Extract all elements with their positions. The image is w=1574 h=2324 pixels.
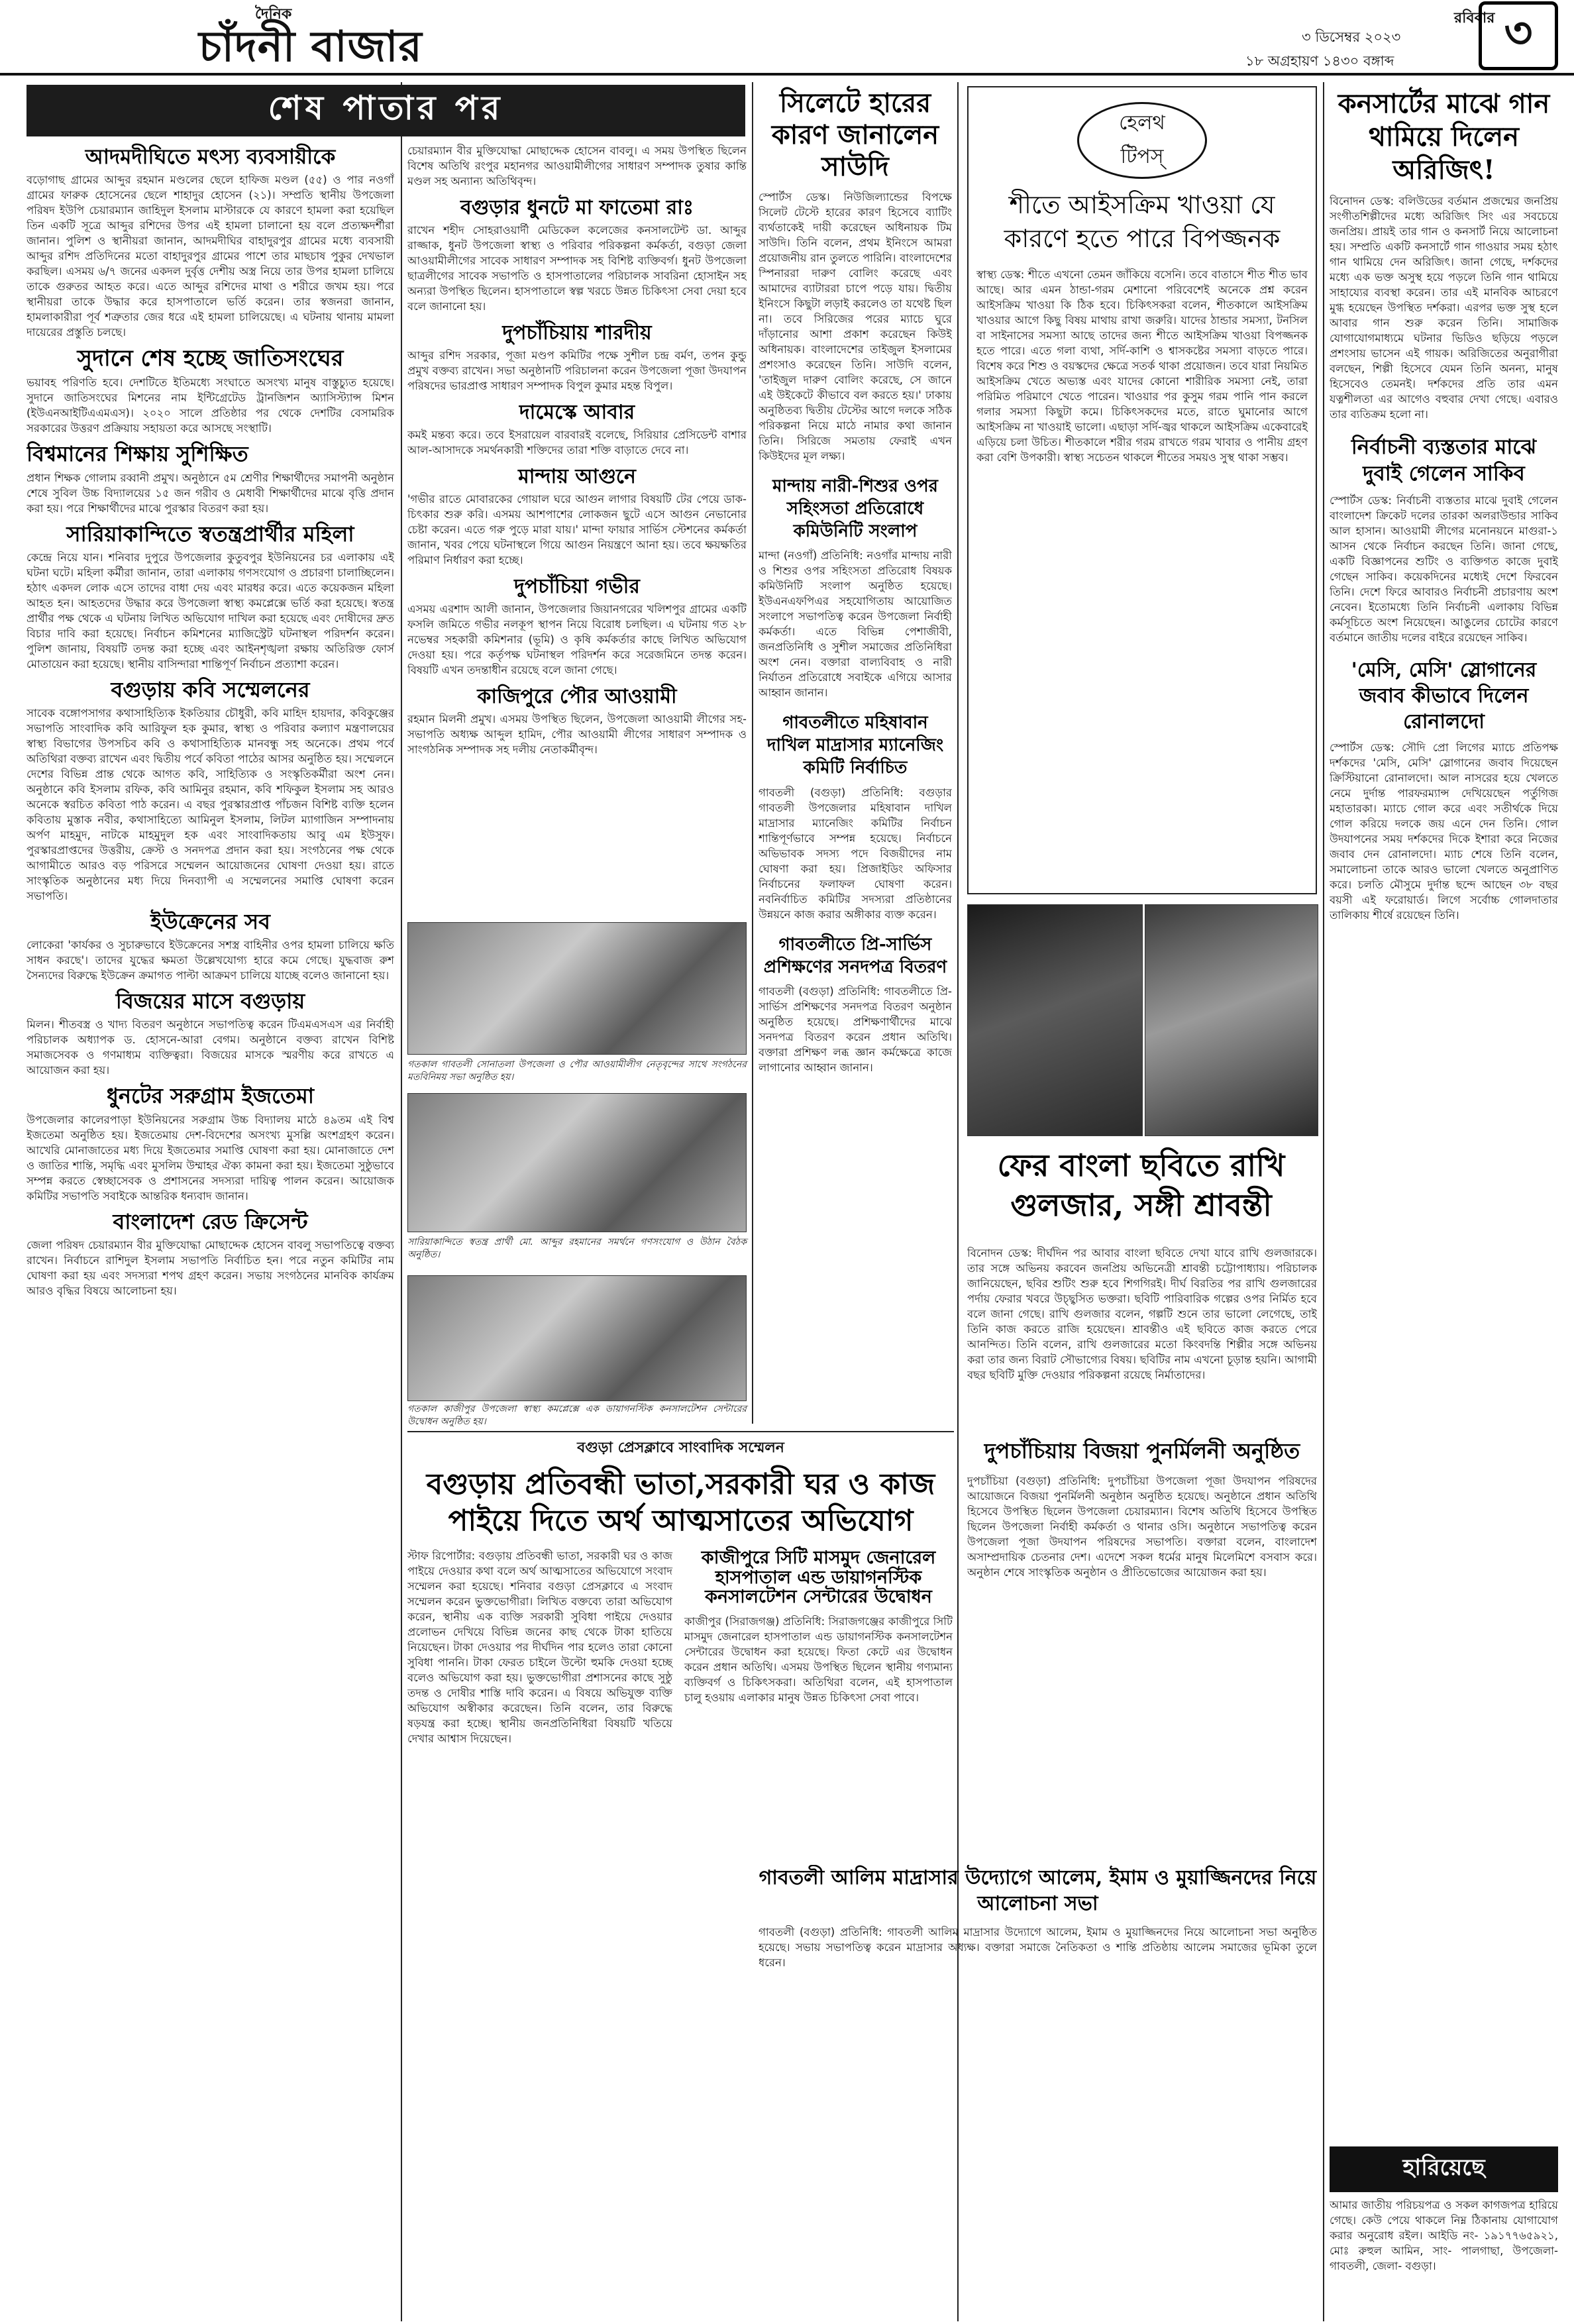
lost-notice-header	[1330, 2146, 1558, 2192]
article-body: বড়োগাছ গ্রামের আব্দুর রহমান মণ্ডলের ছেলে হাফিজ মণ্ডল (৫৫) ও পার নওগাঁ গ্রামের ফারুক হোসেনের ছেলে শাহাদুর হোসেন (২১)। সম্প্রতি স্থানীয় উপজেলা পরিষদ ইউপি চেয়ারম্যান জাহিদুল ইসলাম মাস্টারকে যে কারণে হামলা করা হয়েছিল তিন একটি সূত্রে আব্দুর রশিদের উপর এই হামলা চালানো হয় বলে প্রত্যক্ষদর্শীরা জানান। পুলিশ ও স্থানীয়রা জানান, আদমদীঘির বাহাদুরপুর গ্রামের মধ্যে ব্যবসায়ী আব্দুর রশিদ প্রতিদিনের মতো বাহাদুরপুর গ্রামের পাশে তার মাছচাষ পুকুর দেখভাল করছিল। এসময় ৬/৭ জনের একদল দুর্বৃত্ত দেশীয় অস্ত্র নিয়ে তার উপর হামলা চালিয়ে তাকে গুরুতর আহত করে। এতে আব্দুর রশিদের মাথা ও শরীরে জখম হয়। পরে স্থানীয়রা তাকে উদ্ধার করে হাসপাতালে ভর্তি করেন। তার স্বজনরা জানান, হামলাকারীরা পূর্ব শত্রুতার জের ধরে এই হামলা চালিয়েছে। এ ঘটনায় থানায় মামলা দায়েরের প্রস্তুতি চলছে।	[26, 174, 394, 339]
article-body: কমই মন্তব্য করে। তবে ইসরায়েল বারবারই বলেছে, সিরিয়ার প্রেসিডেন্ট বাশার আল-আসাদকে সমর্থনকারী শক্তিদের তারা শক্তি বাড়াতে দেবে না।	[407, 429, 747, 456]
article-headline: কাজীপুরে সিটি মাসমুদ জেনারেল হাসপাতাল এন্ড ডায়াগনস্টিক কনসালটেশন সেন্টারের উদ্বোধন	[701, 1548, 936, 1608]
masthead-title: চাঁদনী বাজার	[199, 22, 423, 72]
section-banner	[26, 85, 745, 136]
article-headline: বাংলাদেশ রেড ক্রিসেন্ট	[113, 1208, 308, 1234]
article-body: কাজীপুর (সিরাজগঞ্জ) প্রতিনিধি: সিরাজগঞ্জের কাজীপুরে সিটি মাসমুদ জেনারেল হাসপাতাল এন্ড ডায়াগনস্টিক কনসালটেশন সেন্টারের উদ্বোধন করা হয়েছে। ফিতা কেটে এর উদ্বোধন করেন প্রধান অতিথি। এসময় উপস্থিত ছিলেন স্থানীয় গণ্যমান্য ব্যক্তিবর্গ ও চিকিৎসকরা। অতিথিরা বলেন, এই হাসপাতাল চালু হওয়ায় এলাকার মানুষ উন্নত চিকিৎসা সেবা পাবে।	[684, 1615, 953, 1705]
article-body: জেলা পরিষদ চেয়ারম্যান বীর মুক্তিযোদ্ধা মোছাদ্দেক হোসেন বাবলু সভাপতিত্বে বক্তব্য রাখেন। নির্বাচনে রাশিদুল ইসলাম সভাপতি নির্বাচিত হন। পরে নতুন কমিটির নাম ঘোষণা করা হয় এবং সদস্যরা শপথ গ্রহণ করেন। সভায় সংগঠনের মানবিক কার্যক্রম আরও বৃদ্ধির বিষয়ে আলোচনা হয়।	[26, 1238, 394, 1297]
photo-caption: গতকাল গাবতলী সোনাতলা উপজেলা ও পৌর আওয়ামীলীগ নেতৃবৃন্দের সাথে সংগঠনের মতবিনিময় সভা অনুষ্ঠিত হয়।	[407, 1059, 747, 1083]
article-headline: দুপচাঁচিয়ায় বিজয়া পুনর্মিলনী অনুষ্ঠিত	[984, 1438, 1300, 1463]
article-gabtoli-madrasa	[759, 1865, 1317, 2315]
page-number-box	[1479, 1, 1558, 70]
article-headline: নির্বাচনী ব্যস্ততার মাঝে দুবাই গেলেন সাকিব	[1351, 435, 1537, 486]
masthead-date-en: ৩ ডিসেম্বর ২০২৩	[1302, 29, 1401, 45]
news-photo-hospital	[407, 1275, 747, 1401]
article-headline: 'মেসি, মেসি' স্লোগানের জবাব কীভাবে দিলেন রোনালদো	[1351, 658, 1537, 733]
article-body: প্রধান শিক্ষক গোলাম রব্বানী প্রমুখ। অনুষ্ঠানে ৫ম শ্রেণীর শিক্ষার্থীদের সমাপনী অনুষ্ঠান শেষে সুবিল উচ্চ বিদ্যালয়ের ১৫ জন গরীব ও মেধাবী শিক্ষার্থীদের মাঝে বৃত্তি প্রদান করা হয়। পরে শিক্ষার্থীদের মাঝে পুরস্কার বিতরণ করা হয়।	[26, 471, 394, 515]
article-body: সাবেক বঙ্গোপসাগর কথাসাহিত্যিক ইকতিয়ার চৌধুরী, কবি মাহিদ হায়দার, কবিকুঞ্জের সভাপতি সাংবাদিক কবি আরিফুল হক কুমার, স্বাস্থ্য ও পরিবার কল্যাণ মন্ত্রণালয়ের স্বাস্থ্য বিভাগের উপসচিব কবি ও কথাসাহিত্যিক মানবন্ধু সহ অনেকে। প্রথম পর্বে অতিথিরা বক্তব্য রাখেন এবং দ্বিতীয় পর্বে কবিতা পাঠের আসর অনুষ্ঠিত হয়। সম্মেলনে দেশের বিভিন্ন প্রান্ত থেকে আগত কবি, সাহিত্যিক ও সংস্কৃতিকর্মীরা অংশ নেন। অনুষ্ঠানে কবি ইসলাম রফিক, কবি আমিনুর রহমান, কবি শফিকুল ইসলাম সহ আরও অনেকে স্বরচিত কবিতা পাঠ করেন। এ বছর পুরস্কারপ্রাপ্ত পাঁচজন বিশিষ্ট ব্যক্তি হলেন কবিতায় মুস্তাক নবীর, কথাসাহিত্যে আমিনুল ইসলাম, লিটল ম্যাগাজিন সম্পাদনায় অর্পণ মাহমুদ, নাটকে মাহমুদুল হক এবং সাংবাদিকতায় আবু এম ইউসুফ। পুরস্কারপ্রাপ্তদের উত্তরীয়, ক্রেস্ট ও সনদপত্র প্রদান করা হয়। সংগঠনের পক্ষ থেকে আগামীতে আরও বড় পরিসরে সম্মেলন আয়োজনের ঘোষণা দেওয়া হয়। রাতে সাংস্কৃতিক অনুষ্ঠানের মধ্য দিয়ে দিনব্যাপী এ সম্মেলনের সমাপ্তি ঘোষণা করেন সভাপতি।	[26, 707, 394, 903]
article-body: স্পোর্টস ডেস্ক। নিউজিল্যান্ডের বিপক্ষে সিলেট টেস্টে হারের কারণ হিসেবে ব্যাটিং ব্যর্থতাকেই দায়ী করেছেন অধিনায়ক টিম সাউদি। তিনি বলেন, প্রথম ইনিংসে আমরা প্রয়োজনীয় রান তুলতে পারিনি। বাংলাদেশের স্পিনাররা দারুণ বোলিং করেছে এবং আমাদের ব্যাটাররা চাপে পড়ে যায়। দ্বিতীয় ইনিংসে কিছুটা লড়াই করলেও তা যথেষ্ট ছিল না। তবে সিরিজের পরের ম্যাচে ঘুরে দাঁড়ানোর আশা প্রকাশ করেছেন কিউই অধিনায়ক। বাংলাদেশের তাইজুল ইসলামের প্রশংসাও করেছেন তিনি। সাউদি বলেন, 'তাইজুল দারুণ বোলিং করেছে, সে জানে এই উইকেটে কীভাবে বল করতে হয়।' ঢাকায় অনুষ্ঠিতব্য দ্বিতীয় টেস্টের আগে দলকে সঠিক পরিকল্পনা নিয়ে মাঠে নামার কথা জানান তিনি। সিরিজে সমতায় ফেরাই এখন কিউইদের মূল লক্ষ্য।	[759, 191, 952, 462]
article-body: রহমান মিলনী প্রমুখ। এসময় উপস্থিত ছিলেন, উপজেলা আওয়ামী লীগের সহ-সভাপতি অধ্যক্ষ আব্দুল হামিদ, পৌর আওয়ামী লীগের সাধারণ সম্পাদক ও সাংগঠনিক সম্পাদক সহ দলীয় নেতাকর্মীবৃন্দ।	[407, 713, 747, 756]
photo-srabanti	[1145, 904, 1318, 1136]
article-headline: ধুনটের সরুগ্রাম ইজতেমা	[106, 1083, 315, 1109]
masthead-date-bn: ১৮ অগ্রহায়ণ ১৪৩০ বঙ্গাব্দ	[1245, 53, 1394, 69]
article-body: গাবতলী (বগুড়া) প্রতিনিধি: গাবতলী আলিম মাদ্রাসার উদ্যোগে আলেম, ইমাম ও মুয়াজ্জিনদের নিয়ে আলোচনা সভা অনুষ্ঠিত হয়েছে। সভায় সভাপতিত্ব করেন মাদ্রাসার অধ্যক্ষ। বক্তারা সমাজে নৈতিকতা ও শান্তি প্রতিষ্ঠায় আলেম সমাজের ভূমিকা তুলে ধরেন।	[759, 1926, 1317, 1969]
article-red-crescent	[26, 1210, 394, 1298]
article-body: আব্দুর রশিদ সরকার, পূজা মণ্ডপ কমিটির পক্ষে সুশীল চন্দ্র বর্মণ, তপন কুন্ডু প্রমুখ বক্তব্য রাখেন। সভা অনুষ্ঠানটি পরিচালনা করেন উপজেলা পূজা উদযাপন পরিষদের ভারপ্রাপ্ত সাধারণ সম্পাদক বিপুল কুমার মহন্ত বিপুল।	[407, 349, 747, 392]
article-body: মান্দা (নওগাঁ) প্রতিনিধি: নওগাঁর মান্দায় নারী ও শিশুর ওপর সহিংসতা প্রতিরোধ বিষয়ক কমিউনিটি সংলাপ অনুষ্ঠিত হয়েছে। ইউএনএফপিএর সহযোগিতায় আয়োজিত সংলাপে সভাপতিত্ব করেন উপজেলা নির্বাহী কর্মকর্তা। এতে বিভিন্ন পেশাজীবী, জনপ্রতিনিধি ও সুশীল সমাজের প্রতিনিধিরা অংশ নেন। বক্তারা বাল্যবিবাহ ও নারী নির্যাতন প্রতিরোধে সবাইকে এগিয়ে আসার আহ্বান জানান।	[759, 549, 952, 700]
article-headline: বিশ্বমানের শিক্ষায় সুশিক্ষিত	[26, 441, 248, 467]
article-headline: সুদানে শেষ হচ্ছে জাতিসংঘের	[77, 345, 344, 372]
article-adamdighi	[26, 146, 394, 340]
health-tips-box	[967, 86, 1317, 894]
article-ukraine	[26, 910, 394, 983]
article-headline: দুপচাঁচিয়া গভীর	[514, 575, 640, 598]
article-body: স্বাস্থ্য ডেস্ক: শীতে এখনো তেমন জাঁকিয়ে বসেনি। তবে বাতাসে শীত শীত ভাব আছে। আর এমন ঠান্ডা-গরম মেশানো পরিবেশেই অনেকে প্রশ্ন করেন আইসক্রিম খাওয়া কি ঠিক হবে। চিকিৎসকরা বলেন, শীতকালে আইসক্রিম খাওয়ার আগে কিছু বিষয় মাথায় রাখা জরুরি। যাদের ঠান্ডার সমস্যা, টনসিল বা সাইনাসের সমস্যা আছে তাদের জন্য শীতে আইসক্রিম খাওয়া বিপজ্জনক হতে পারে। এতে গলা ব্যথা, সর্দি-কাশি ও শ্বাসকষ্টের সমস্যা বাড়তে পারে। বিশেষ করে শিশু ও বয়স্কদের ক্ষেত্রে সতর্ক থাকা প্রয়োজন। তবে যারা নিয়মিত আইসক্রিম খেতে অভ্যস্ত এবং যাদের কোনো শারীরিক সমস্যা নেই, তারা পরিমিত পরিমাণে খেতে পারেন। খাওয়ার পর কুসুম গরম পানি পান করলে গলার সমস্যা কিছুটা কমে। চিকিৎসকদের মতে, রাতে ঘুমানোর আগে আইসক্রিম না খাওয়াই ভালো। এছাড়া সর্দি-জ্বর থাকলে আইসক্রিম একেবারেই এড়িয়ে চলা উচিত। শীতকালে শরীর গরম রাখতে গরম খাবার ও পানীয় গ্রহণ করা বেশি উপকারী। স্বাস্থ্য সচেতন থাকলে শীতের সময়ও সুস্থ থাকা সম্ভব।	[976, 268, 1308, 464]
photo-caption: সারিয়াকান্দিতে স্বতন্ত্র প্রার্থী মো. আব্দুর রহমানের সমর্থনে গণসংযোগ ও উঠান বৈঠক অনুষ্ঠিত।	[407, 1237, 747, 1260]
lost-notice	[1330, 2146, 1558, 2315]
article-headline: শীতে আইসক্রিম খাওয়া যে কারণে হতে পারে বিপজ্জনক	[1004, 190, 1281, 254]
page-number: ৩	[1504, 7, 1533, 58]
photo-caption: গতকাল কাজীপুর উপজেলা স্বাস্থ্য কমপ্লেক্সে এক ডায়াগনস্টিক কনসালটেশন সেন্টারের উদ্বোধন অনুষ্ঠিত হয়।	[407, 1404, 747, 1427]
article-headline: ইউক্রেনের সব	[150, 909, 270, 935]
article-headline: গাবতলীতে মহিষাবান দাখিল মাদ্রাসার ম্যানেজিং কমিটি নির্বাচিত	[766, 713, 944, 778]
article-sariakandi	[26, 523, 394, 672]
article-headline: দুপচাঁচিয়ায় শারদীয়	[502, 321, 652, 344]
article-kicker: বগুড়া প্রেসক্লাবে সাংবাদিক সম্মেলন	[577, 1440, 784, 1456]
article-headline: বিজয়ের মাসে বগুড়ায়	[115, 988, 305, 1014]
masthead	[0, 0, 1574, 78]
article-headline: মান্দায় নারী-শিশুর ওপর সহিংসতা প্রতিরোধে কমিউনিটি সংলাপ	[772, 476, 938, 541]
article-ijtema	[26, 1084, 394, 1203]
article-body: এসময় এরশাদ আলী জানান, উপজেলার জিয়ানগরের খলিশপুর গ্রামের একটি ফসলি জমিতে গভীর নলকূপ স্থাপন নিয়ে বিরোধ চলছিল। এ ঘটনায় গত ২৮ নভেম্বর সহকারী কমিশনার (ভূমি) ও কৃষি কর্মকর্তার কাছে লিখিত অভিযোগ দেওয়া হয়। পরে কর্তৃপক্ষ ঘটনাস্থল পরিদর্শন করে সরেজমিনে তদন্ত করেন। বিষয়টি এখন তদন্তাধীন রয়েছে বলে জানা গেছে।	[407, 603, 747, 676]
health-tips-tag	[1077, 102, 1207, 179]
article-body: গাবতলী (বগুড়া) প্রতিনিধি: গাবতলীতে প্রি-সার্ভিস প্রশিক্ষণের সনদপত্র বিতরণ অনুষ্ঠান অনুষ্ঠিত হয়েছে। প্রশিক্ষণার্থীদের মাঝে সনদপত্র বিতরণ করেন প্রধান অতিথি। বক্তারা প্রশিক্ষণ লব্ধ জ্ঞান কর্মক্ষেত্রে কাজে লাগানোর আহ্বান জানান।	[759, 985, 952, 1075]
section-banner-text: শেষ পাতার পর	[268, 88, 504, 127]
article-headline: সিলেটে হারের কারণ জানালেন সাউদি	[771, 87, 939, 182]
news-photo-campaign	[407, 1093, 747, 1232]
article-headline: আদমদীঘিতে মৎস্য ব্যবসায়ীকে	[85, 145, 336, 169]
news-photo-meeting	[407, 922, 747, 1055]
article-body: বিনোদন ডেস্ক: বলিউডের বর্তমান প্রজন্মের জনপ্রিয় সংগীতশিল্পীদের মধ্যে অরিজিৎ সিং এর সবচেয়ে জনপ্রিয়। প্রায়ই তার গান ও কনসার্ট নিয়ে আলোচনা হয়। সম্প্রতি একটি কনসার্টে গান গাওয়ার সময় হঠাৎ গান থামিয়ে দেন অরিজিৎ। জানা গেছে, দর্শকদের মধ্যে এক ভক্ত অসুস্থ হয়ে পড়লে তিনি গান থামিয়ে সাহায্যের ব্যবস্থা করেন। তার এই মানবিক আচরণে মুগ্ধ হয়েছেন উপস্থিত দর্শকরা। এরপর ভক্ত সুস্থ হলে আবার গান শুরু করেন তিনি। সামাজিক যোগাযোগমাধ্যমে ঘটনার ভিডিও ছড়িয়ে পড়লে প্রশংসায় ভাসেন এই গায়ক। অরিজিতের অনুরাগীরা বলছেন, শিল্পী হিসেবে যেমন তিনি অনন্য, মানুষ হিসেবেও তেমনই। দর্শকদের প্রতি তার এমন যত্নশীলতা এর আগেও বহুবার দেখা গেছে। এবারও তার ব্যতিক্রম হলো না।	[1330, 195, 1558, 421]
masthead-small: দৈনিক	[255, 6, 292, 23]
article-body: মিলন। শীতবস্ত্র ও খাদ্য বিতরণ অনুষ্ঠানে সভাপতিত্ব করেন টিএমএসএস এর নির্বাহী পরিচালক অধ্যাপক ড. হোসনে-আরা বেগম। অনুষ্ঠানে বক্তব্য রাখেন বিশিষ্ট সমাজসেবক ও গণমাধ্যম ব্যক্তিত্বরা। বিজয়ের মাসকে স্মরণীয় করে রাখতে এ আয়োজন করা হয়।	[26, 1018, 394, 1077]
photo-rakhee-gulzar	[967, 904, 1143, 1136]
article-body: গাবতলী (বগুড়া) প্রতিনিধি: বগুড়ার গাবতলী উপজেলার মহিষাবান দাখিল মাদ্রাসার ম্যানেজিং কমিটির নির্বাচন শান্তিপূর্ণভাবে সম্পন্ন হয়েছে। নির্বাচনে অভিভাবক সদস্য পদে বিজয়ীদের নাম ঘোষণা করা হয়। প্রিজাইডিং অফিসার নির্বাচনের ফলাফল ঘোষণা করেন। নবনির্বাচিত কমিটির সদস্যরা প্রতিষ্ঠানের উন্নয়নে কাজ করার অঙ্গীকার ব্যক্ত করেন।	[759, 786, 952, 921]
article-body: 'গভীর রাতে মোবারকের গোয়াল ঘরে আগুন লাগার বিষয়টি টের পেয়ে ডাক-চিৎকার শুরু করি। এসময় আশপাশের লোকজন ছুটে এসে আগুন নেভানোর চেষ্টা করেন। এতে গরু পুড়ে মারা যায়।' মান্দা ফায়ার সার্ভিস স্টেশনের কর্মকর্তা জানান, খবর পেয়ে ঘটনাস্থলে গিয়ে আগুন নিয়ন্ত্রণে আনা হয়। তবে ক্ষয়ক্ষতির পরিমাণ নির্ধারণ করা হচ্ছে।	[407, 493, 747, 566]
article-body: লোকেরা 'কার্যকর ও সুচারুভাবে ইউক্রেনের সশস্ত্র বাহিনীর ওপর হামলা চালিয়ে ক্ষতি সাধন করছে'। তাদের যুদ্ধের ক্ষমতা উল্লেখযোগ্য হারে কমে গেছে। যুদ্ধবাজ রুশ সৈন্যদের বিরুদ্ধে ইউক্রেন ক্রমাগত পাল্টা আক্রমণ চালিয়ে যাচ্ছে বলেও জানানো হয়।	[26, 939, 394, 982]
article-headline: কনসার্টের মাঝে গান থামিয়ে দিলেন অরিজিৎ!	[1338, 88, 1550, 185]
article-poets	[26, 678, 394, 904]
article-durga	[967, 1438, 1317, 1862]
article-body: ভয়াবহ পরিণতি হবে। দেশটিতে ইতিমধ্যে সংঘাতে অসংখ্য মানুষ বাস্তুচ্যুত হয়েছে। সুদানে জাতিসংঘের মিশনের নাম ইন্টিগ্রেটেড ট্রানজিশন অ্যাসিস্ট্যান্স মিশন (ইউএনআইটিএএমএস)। ২০২০ সালে প্রতিষ্ঠার পর থেকে দেশটির বেসামরিক সরকারের উত্তরণ প্রক্রিয়ায় সহায়তা করে আসছে সংস্থাটি।	[26, 376, 394, 435]
article-body: স্পোর্টস ডেস্ক: সৌদি প্রো লিগের ম্যাচে প্রতিপক্ষ দর্শকদের 'মেসি, মেসি' স্লোগানের জবাব দিয়েছেন ক্রিস্টিয়ানো রোনালদো। আল নাসরের হয়ে খেলতে নেমে দুর্দান্ত পারফরম্যান্স দেখিয়েছেন পর্তুগিজ মহাতারকা। ম্যাচে গোল করে এবং সতীর্থকে দিয়ে গোল করিয়ে দলকে জয় এনে দেন তিনি। গোল উদযাপনের সময় দর্শকদের দিকে ইশারা করে নিজের জবাব দেন রোনালদো। ম্যাচ শেষে তিনি বলেন, সমালোচনা তাকে আরও ভালো খেলতে অনুপ্রাণিত করে। চলতি মৌসুমে দুর্দান্ত ছন্দে আছেন ৩৮ বছর বয়সী এই ফরোয়ার্ড। লিগে সর্বোচ্চ গোলদাতার তালিকায় শীর্ষে রয়েছেন তিনি।	[1330, 741, 1558, 922]
article-body: স্টাফ রিপোর্টার: বগুড়ায় প্রতিবন্ধী ভাতা, সরকারী ঘর ও কাজ পাইয়ে দেওয়ার কথা বলে অর্থ আত্মসাতের অভিযোগে সংবাদ সম্মেলন করা হয়েছে। শনিবার বগুড়া প্রেসক্লাবে এ সংবাদ সম্মেলন করেন ভুক্তভোগীরা। লিখিত বক্তব্যে তারা অভিযোগ করেন, স্থানীয় এক ব্যক্তি সরকারী সুবিধা পাইয়ে দেওয়ার প্রলোভন দেখিয়ে বিভিন্ন জনের কাছ থেকে টাকা হাতিয়ে নিয়েছেন। টাকা দেওয়ার পর দীর্ঘদিন পার হলেও তারা কোনো সুবিধা পাননি। টাকা ফেরত চাইলে উল্টো হুমকি দেওয়া হচ্ছে বলেও অভিযোগ করা হয়। ভুক্তভোগীরা প্রশাসনের কাছে সুষ্ঠু তদন্ত ও দোষীর শাস্তি দাবি করেন। এ বিষয়ে অভিযুক্ত ব্যক্তি অভিযোগ অস্বীকার করেছেন। তিনি বলেন, তার বিরুদ্ধে ষড়যন্ত্র করা হচ্ছে। স্থানীয় জনপ্রতিনিধিরা বিষয়টি খতিয়ে দেখার আশ্বাস দিয়েছেন।	[407, 1550, 672, 1745]
article-film	[967, 1245, 1317, 1431]
health-tips-tag-text: হেলথ টিপস্	[1119, 111, 1165, 168]
column-2	[407, 143, 747, 915]
article-headline: সারিয়াকান্দিতে স্বতন্ত্রপ্রার্থীর মহিলা	[66, 521, 354, 547]
article-headline: গাবতলী আলিম মাদ্রাসার উদ্যোগে আলেম, ইমাম ও মুয়াজ্জিনদের নিয়ে আলোচনা সভা	[759, 1866, 1317, 1915]
article-body: কেন্দ্রে নিয়ে যান। শনিবার দুপুরে উপজেলার কুতুবপুর ইউনিয়নের চর এলাকায় এই ঘটনা ঘটে। মহিলা কর্মীরা জানান, তারা এলাকায় গণসংযোগ ও প্রচারণা চালাচ্ছিলেন। হঠাৎ একদল লোক এসে তাদের বাধা দেয় এবং মারধর করে। এতে কয়েকজন মহিলা আহত হন। আহতদের উদ্ধার করে উপজেলা স্বাস্থ্য কমপ্লেক্সে ভর্তি করা হয়েছে। স্বতন্ত্র প্রার্থীর পক্ষ থেকে এ ঘটনায় লিখিত অভিযোগ দাখিল করা হয়েছে এবং দোষীদের দ্রুত বিচার দাবি করা হয়েছে। নির্বাচন কমিশনের ম্যাজিস্ট্রেট ঘটনাস্থল পরিদর্শন করেন। পুলিশ জানায়, বিষয়টি তদন্ত করা হচ্ছে এবং আইনশৃঙ্খলা রক্ষায় অতিরিক্ত ফোর্স মোতায়েন করা হয়েছে। স্থানীয় বাসিন্দারা শান্তিপূর্ণ নির্বাচন প্রত্যাশা করেন।	[26, 551, 394, 670]
article-headline: কাজিপুরে পৌর আওয়ামী	[477, 685, 677, 708]
column-1	[26, 143, 394, 2316]
article-body: স্পোর্টস ডেস্ক: নির্বাচনী ব্যস্ততার মাঝে দুবাই গেলেন বাংলাদেশ ক্রিকেট দলের তারকা অলরাউন্ডার সাকিব আল হাসান। আওয়ামী লীগের মনোনয়নে মাগুরা-১ আসন থেকে নির্বাচন করছেন তিনি। জানা গেছে, একটি বিজ্ঞাপনের শুটিং ও ব্যক্তিগত কাজে দুবাই গেছেন সাকিব। কয়েকদিনের মধ্যেই দেশে ফিরবেন তিনি। দেশে ফিরে আবারও নির্বাচনী প্রচারণায় অংশ নেবেন। ইতোমধ্যে তিনি নির্বাচনী এলাকায় বিভিন্ন কর্মসূচিতে অংশ নিয়েছেন। আঙুলের চোটের কারণে বর্তমানে জাতীয় দলের বাইরে রয়েছেন সাকিব।	[1330, 494, 1558, 644]
column-3	[759, 85, 952, 1423]
lost-notice-title: হারিয়েছে	[1402, 2154, 1485, 2181]
article-body: দুপচাঁচিয়া (বগুড়া) প্রতিনিধি: দুপচাঁচিয়া উপজেলা পূজা উদযাপন পরিষদের আয়োজনে বিজয়া পুনর্মিলনী অনুষ্ঠান অনুষ্ঠিত হয়েছে। অনুষ্ঠানে প্রধান অতিথি হিসেবে উপস্থিত ছিলেন উপজেলা চেয়ারম্যান। বিশেষ অতিথি হিসেবে উপস্থিত ছিলেন উপজেলা নির্বাহী কর্মকর্তা ও থানার ওসি। অনুষ্ঠানে সভাপতিত্ব করেন উপজেলা পূজা উদযাপন পরিষদের সভাপতি। বক্তারা বলেন, বাংলাদেশ অসাম্প্রদায়িক চেতনার দেশ। এদেশে সকল ধর্মের মানুষ মিলেমিশে বসবাস করে। অনুষ্ঠান শেষে সাংস্কৃতিক অনুষ্ঠান ও প্রীতিভোজের আয়োজন করা হয়।	[967, 1474, 1317, 1579]
article-body: উপজেলার কালেরপাড়া ইউনিয়নের সরুগ্রাম উচ্চ বিদ্যালয় মাঠে ৪৯তম এই বিশ্ব ইজতেমা অনুষ্ঠিত হয়। ইজতেমায় দেশ-বিদেশের অসংখ্য মুসল্লি অংশগ্রহণ করেন। আখেরি মোনাজাতের মধ্য দিয়ে ইজতেমার সমাপ্তি ঘোষণা করা হয়। মোনাজাতে দেশ ও জাতির শান্তি, সমৃদ্ধি এবং মুসলিম উম্মাহর ঐক্য কামনা করা হয়। ইজতেমা সুষ্ঠুভাবে সম্পন্ন করতে স্বেচ্ছাসেবক ও প্রশাসনের সদস্যরা দায়িত্ব পালন করেন। আয়োজক কমিটির সভাপতি সবাইকে আন্তরিক ধন্যবাদ জানান।	[26, 1113, 394, 1202]
column-5	[1330, 85, 1558, 2139]
article-body: চেয়ারম্যান বীর মুক্তিযোদ্ধা মোছাদ্দেক হোসেন বাবলু। এ সময় উপস্থিত ছিলেন বিশেষ অতিথি রংপুর মহানগর আওয়ামীলীগের সাধারণ সম্পাদক তুষার কান্তি মণ্ডল সহ অন্যান্য অতিথিবৃন্দ।	[407, 144, 747, 187]
article-headline: বগুড়ার ধুনটে মা ফাতেমা রাঃ	[460, 196, 694, 219]
masthead-day: রবিবার	[1454, 10, 1495, 26]
article-headline: মান্দায় আগুনে	[518, 465, 636, 488]
article-victory-month	[26, 990, 394, 1078]
article-sudan	[26, 346, 394, 436]
article-education	[26, 443, 394, 515]
article-headline: গাবতলীতে প্রি-সার্ভিস প্রশিক্ষণের সনদপত্র বিতরণ	[763, 934, 947, 977]
article-headline: বগুড়ায় কবি সম্মেলনের	[111, 676, 310, 702]
article-headline: বগুড়ায় প্রতিবন্ধী ভাতা,সরকারী ঘর ও কাজ পাইয়ে দিতে অর্থ আত্মসাতের অভিযোগ	[426, 1467, 935, 1538]
article-body: বিনোদন ডেস্ক: দীর্ঘদিন পর আবার বাংলা ছবিতে দেখা যাবে রাখি গুলজারকে। তার সঙ্গে অভিনয় করবেন জনপ্রিয় অভিনেত্রী শ্রাবন্তী চট্টোপাধ্যায়। পরিচালক জানিয়েছেন, ছবির শুটিং শুরু হবে শিগগিরই। দীর্ঘ বিরতির পর রাখি গুলজারের পর্দায় ফেরার খবরে উচ্ছ্বসিত ভক্তরা। ছবিটি পারিবারিক গল্পের ওপর নির্মিত হবে বলে জানা গেছে। রাখি গুলজার বলেন, গল্পটি শুনে তার ভালো লেগেছে, তাই তিনি কাজ করতে রাজি হয়েছেন। শ্রাবন্তীও এই ছবিতে কাজ করতে পেরে আনন্দিত। তিনি বলেন, রাখি গুলজারের মতো কিংবদন্তি শিল্পীর সঙ্গে অভিনয় করা তার জন্য বিরাট সৌভাগ্যের বিষয়। ছবিটির নাম এখনো চূড়ান্ত হয়নি। আগামী বছর ছবিটি মুক্তি দেওয়ার পরিকল্পনা রয়েছে নির্মাতাদের।	[967, 1247, 1317, 1381]
lost-notice-text: আমার জাতীয় পরিচয়পত্র ও সকল কাগজপত্র হারিয়ে গেছে। কেউ পেয়ে থাকলে নিম্ন ঠিকানায় যোগাযোগ করার অনুরোধ রইল। আইডি নং- ১৯১৭৭৬৫৯২১, মোঃ রুহুল আমিন, সাং- পালগাছা, উপজেলা- গাবতলী, জেলা- বগুড়া।	[1330, 2199, 1558, 2272]
film-headline: ফের বাংলা ছবিতে রাখি গুলজার, সঙ্গী শ্রাবন্তী	[997, 1147, 1285, 1223]
article-headline: দামেস্কে আবার	[519, 401, 635, 424]
article-body: রাখেন শহীদ সোহরাওয়ার্দী মেডিকেল কলেজের কনসালটেন্ট ডা. আব্দুর রাজ্জাক, ধুনট উপজেলা স্বাস্থ্য ও পরিবার পরিকল্পনা কর্মকর্তা, বগুড়া জেলা আওয়ামীলীগের সাবেক সাধারণ সম্পাদক সহ বিশিষ্ট ব্যক্তিবর্গ। ধুনট উপজেলা ছাত্রলীগের সাবেক সভাপতি ও হাসপাতালের পরিচালক সাবরিনা হোসাইন সহ অন্যরা উপস্থিত ছিলেন। হাসপাতালে স্বল্প খরচে উন্নত চিকিৎসা সেবা দেয়া হবে বলে জানানো হয়।	[407, 224, 747, 313]
